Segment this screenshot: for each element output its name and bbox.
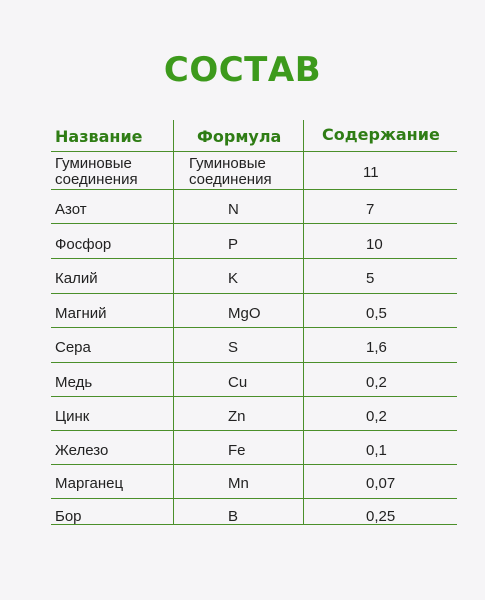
- row-name: Марганец: [55, 475, 124, 492]
- page-title: СОСТАВ: [163, 50, 322, 90]
- row-name: Гуминовые соединения: [55, 155, 138, 188]
- header-name: Название: [55, 127, 143, 146]
- row-name: Бор: [55, 508, 82, 525]
- row-formula: N: [228, 201, 239, 218]
- row-name: Железо: [55, 442, 109, 459]
- row-separator: [51, 524, 457, 525]
- row-content: 0,2: [366, 408, 387, 425]
- row-separator: [51, 258, 457, 259]
- row-formula: Mn: [228, 475, 249, 492]
- row-content: 1,6: [366, 339, 387, 356]
- row-formula: Zn: [228, 408, 246, 425]
- row-formula: Fe: [228, 442, 246, 459]
- row-formula: K: [228, 270, 239, 287]
- row-separator: [51, 362, 457, 363]
- row-name: Азот: [55, 201, 87, 218]
- row-content: 0,2: [366, 374, 387, 391]
- row-formula: P: [228, 236, 239, 253]
- row-separator: [51, 293, 457, 294]
- row-content: 7: [366, 201, 375, 218]
- row-name: Сера: [55, 339, 91, 356]
- row-separator: [51, 464, 457, 465]
- row-formula: Cu: [228, 374, 248, 391]
- row-content: 0,1: [366, 442, 387, 459]
- row-separator: [51, 223, 457, 224]
- row-separator: [51, 430, 457, 431]
- row-name: Цинк: [55, 408, 90, 425]
- row-content: 11: [363, 164, 379, 181]
- row-content: 0,5: [366, 305, 387, 322]
- row-content: 0,07: [366, 475, 396, 492]
- header-formula: Формула: [197, 127, 282, 146]
- row-name: Фосфор: [55, 236, 112, 253]
- row-formula: S: [228, 339, 239, 356]
- row-separator: [51, 498, 457, 499]
- row-separator: [51, 151, 457, 152]
- row-separator: [51, 396, 457, 397]
- row-formula: MgO: [228, 305, 261, 322]
- header-content: Содержание: [322, 125, 440, 144]
- row-name: Калий: [55, 270, 98, 287]
- row-content: 5: [366, 270, 375, 287]
- row-formula: B: [228, 508, 239, 525]
- row-formula: Гуминовые соединения: [189, 155, 272, 188]
- row-separator: [51, 189, 457, 190]
- row-content: 0,25: [366, 508, 396, 525]
- row-name: Магний: [55, 305, 107, 322]
- row-content: 10: [366, 236, 383, 253]
- row-name: Медь: [55, 374, 93, 391]
- row-separator: [51, 327, 457, 328]
